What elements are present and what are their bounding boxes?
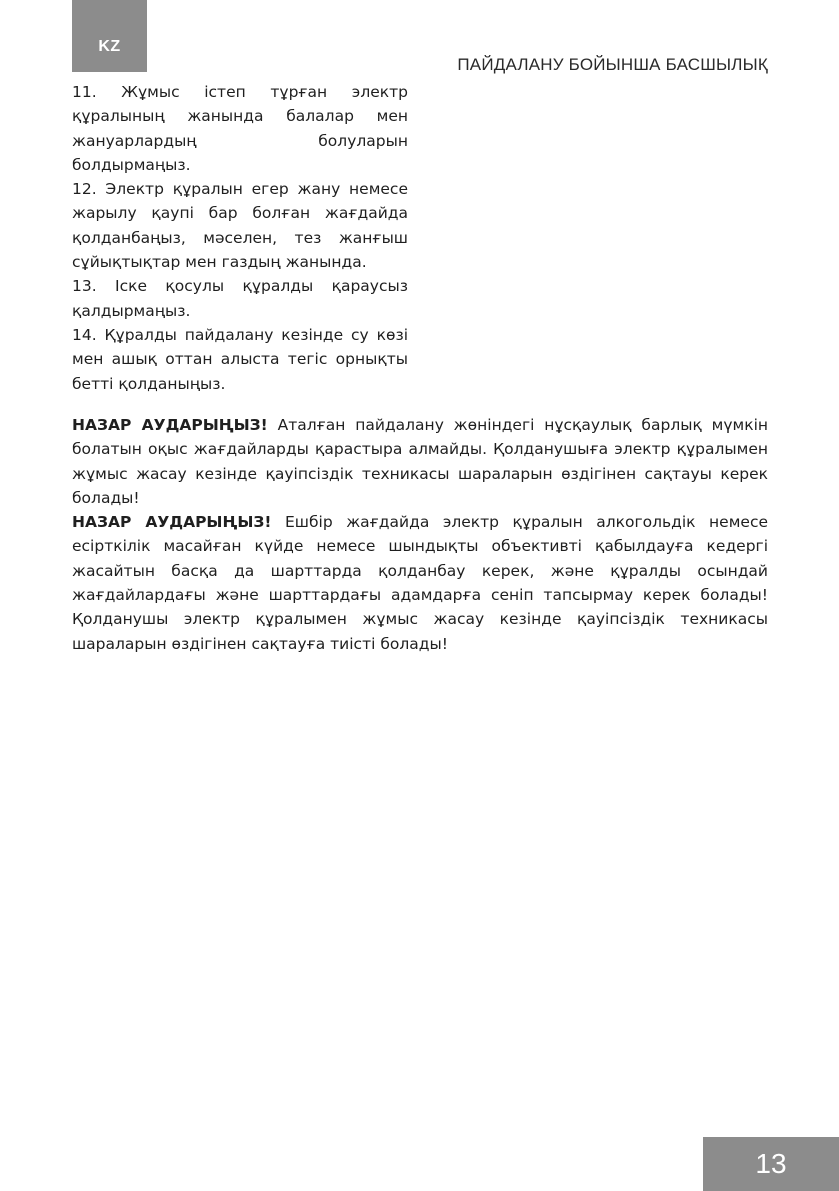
page-header-title: ПАЙДАЛАНУ БОЙЫНША БАСШЫЛЫҚ bbox=[457, 55, 768, 74]
list-item: 11. Жұмыс істеп тұрған электр құралының жанында балалар мен жануарлардың болуларын болдырмаңыз. bbox=[72, 83, 408, 174]
warnings-section bbox=[72, 413, 768, 656]
warning-paragraph bbox=[72, 413, 768, 510]
list-item: 12. Электр құралын егер жану немесе жарылу қаупі бар болған жағдайда қолданбаңыз, мәселен, тез жанғыш сұйықтықтар мен газдың жанында. bbox=[72, 180, 408, 272]
warning-text: Ешбір жағдайда электр құралын алкогольдік немесе есірткілік масайған күйде немесе шындықты объективті қабылдауға кедергі жасайтын басқа да шарттарда қолданбау керек, және құралды осындай жағдайлардағы және шарттардағы адамдарға сеніп тапсырмау керек болады! Қолданушы электр құралымен жұмыс жасау кезінде қауіпсіздік техникасы шараларын өздігінен сақтауға тиісті болады! bbox=[72, 513, 769, 653]
list-item: 14. Құралды пайдалану кезінде су көзі мен ашық оттан алыста тегіс орнықты бетті қолданыңыз. bbox=[72, 325, 408, 393]
warning-paragraph bbox=[72, 510, 768, 656]
list-item: 13. Іске қосулы құралды қараусыз қалдырмаңыз. bbox=[72, 277, 408, 320]
warning-label: НАЗАР АУДАРЫҢЫЗ! bbox=[72, 416, 268, 434]
safety-rules-list bbox=[72, 80, 408, 396]
language-code: KZ bbox=[98, 38, 121, 55]
warning-label: НАЗАР АУДАРЫҢЫЗ! bbox=[72, 513, 272, 532]
warning-text: Аталған пайдалану жөніндегі нұсқаулық барлық мүмкін болатын оқыс жағдайларды қарастыра алмайды. Қолданушыға электр құралымен жұмыс жасау кезінде қауіпсіздік техникасы шараларын өздігінен сақтауы керек болады! bbox=[72, 416, 769, 507]
page-number-box bbox=[703, 1137, 839, 1191]
page-number: 13 bbox=[755, 1148, 787, 1179]
language-tab bbox=[72, 0, 147, 72]
